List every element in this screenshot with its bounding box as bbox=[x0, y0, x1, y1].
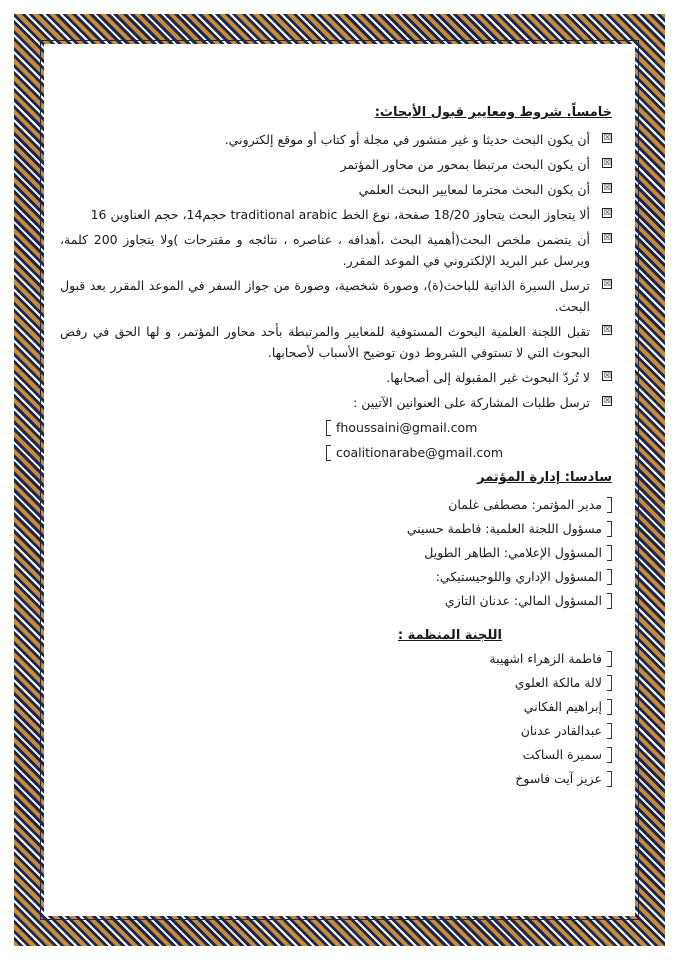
committee-member: لالة مالكة العلوي bbox=[60, 672, 612, 693]
condition-item: ☒ ترسل السيرة الذاتية للباحث(ة)، وصورة شخصية، وصورة من جواز السفر في الموعد المقرر بعد قبول البحث. bbox=[60, 278, 611, 314]
condition-item: ☒ ترسل طلبات المشاركة على العنوانين الآتيين : bbox=[353, 395, 611, 410]
committee-member: إبراهيم الفكاني bbox=[60, 696, 612, 717]
condition-item: ☒ أن يتضمن ملخص البحث(أهمية البحث ،أهدافه ، عناصره ، نتائجه و مقترحات )ولا يتجاوز 200 كلمة، ويرسل عبر البريد الإلكتروني في الموعد المقرر. bbox=[60, 232, 611, 268]
management-item: مسؤول اللجنة العلمية: فاطمة حسيني bbox=[60, 518, 612, 539]
bracket-icon bbox=[607, 723, 612, 739]
management-item: مدير المؤتمر: مصطفى غلمان bbox=[60, 494, 612, 515]
bracket-icon bbox=[607, 747, 612, 763]
bracket-icon bbox=[326, 445, 331, 461]
condition-item: ☒ أن يكون البحث محترما لمعايير البحث العلمي bbox=[358, 182, 611, 197]
checked-box-icon: ☒ bbox=[603, 279, 611, 288]
committee-member: فاطمة الزهراء اشهيبة bbox=[60, 648, 612, 669]
checked-box-icon: ☒ bbox=[603, 133, 611, 142]
condition-item: ☒ تقبل اللجنة العلمية البحوث المستوفية للمعايير والمرتبطة بأحد محاور المؤتمر، و لها الحق في رفض البحوث التي لا تستوفي الشروط دون توضيح الأسباب لأصحابها. bbox=[60, 324, 611, 360]
email-address[interactable]: coalitionarabe@gmail.com bbox=[326, 442, 516, 463]
management-item: المسؤول الإعلامي: الطاهر الطويل bbox=[60, 542, 612, 563]
condition-item: ☒ ألا يتجاوز البحث يتجاوز 18/20 صفحة، نوع الخط traditional arabic حجم14، حجم العناوين 16 bbox=[90, 207, 611, 222]
management-item: المسؤول الإداري واللوجيستيكي: bbox=[60, 566, 612, 587]
bracket-icon bbox=[607, 521, 612, 537]
bracket-icon bbox=[607, 593, 612, 609]
section-5-title: خامساً. شروط ومعايير قبول الأبحاث: bbox=[374, 105, 612, 120]
checked-box-icon: ☒ bbox=[603, 158, 611, 167]
bracket-icon bbox=[607, 675, 612, 691]
section-6-title: سادسا: إدارة المؤتمر bbox=[477, 470, 612, 485]
condition-item: ☒ أن يكون البحث مرتبطا بمحور من محاور المؤتمر bbox=[340, 157, 611, 172]
committee-member: عبدالقادر عدنان bbox=[60, 720, 612, 741]
committee-member: سميرة الساكت bbox=[60, 744, 612, 765]
bracket-icon bbox=[607, 699, 612, 715]
management-item: المسؤول المالي: عدنان التازي bbox=[60, 590, 612, 611]
checked-box-icon: ☒ bbox=[603, 208, 611, 217]
condition-item: ☒ لا تُردّ البحوث غير المقبولة إلى أصحابها. bbox=[386, 370, 611, 385]
checked-box-icon: ☒ bbox=[603, 183, 611, 192]
committee-member: عزيز آيت فاسوخ bbox=[60, 768, 612, 789]
checked-box-icon: ☒ bbox=[603, 396, 611, 405]
checked-box-icon: ☒ bbox=[603, 325, 611, 334]
bracket-icon bbox=[607, 651, 612, 667]
condition-item: ☒ أن يكون البحث حديثا و غير منشور في مجلة أو كتاب أو موقع إلكتروني. bbox=[224, 132, 611, 147]
checked-box-icon: ☒ bbox=[603, 371, 611, 380]
email-address[interactable]: fhoussaini@gmail.com bbox=[326, 417, 516, 438]
checked-box-icon: ☒ bbox=[603, 233, 611, 242]
bracket-icon bbox=[607, 497, 612, 513]
bracket-icon bbox=[607, 569, 612, 585]
bracket-icon bbox=[607, 545, 612, 561]
bracket-icon bbox=[326, 420, 331, 436]
bracket-icon bbox=[607, 771, 612, 787]
organizing-committee-title: اللجنة المنظمة : bbox=[397, 628, 502, 643]
document-body bbox=[60, 102, 612, 792]
